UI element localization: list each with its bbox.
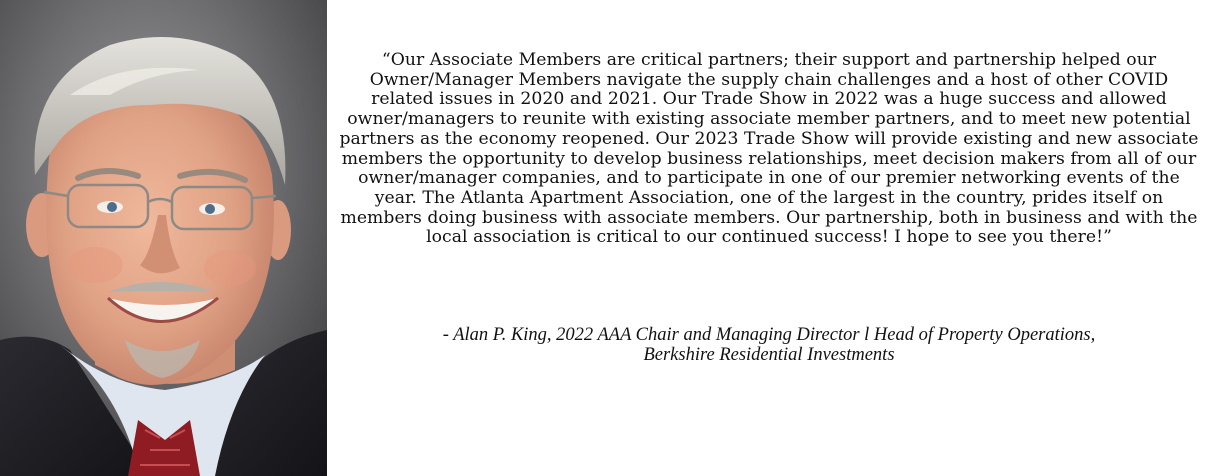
attribution-line-2: Berkshire Residential Investments	[643, 345, 895, 365]
quote-area	[327, 0, 1211, 476]
attribution-line-1: - Alan P. King, 2022 AAA Chair and Managing Director l Head of Property Operations,	[442, 325, 1096, 345]
portrait-photo	[0, 0, 327, 476]
testimonial-quote: “Our Associate Members are critical partners; their support and partnership helped our Owner/Manager Members navigate the supply chain challenges and a host of other COVID related issues in 2020 and 2021. Our Trade Show in 2022 was a huge success and allowed owner/managers to reunite with existing associate member partners, and to meet new potential partners as the economy reopened. Our 2023 Trade Show will provide existing and new associate members the opportunity to develop business relationships, meet decision makers from all of our owner/manager companies, and to participate in one of our premier networking events of the year. The Atlanta Apartment Association, one of the largest in the country, prides itself on members doing business with associate members. Our partnership, both in business and with the local association is critical to our continued success! I hope to see you there!”	[339, 50, 1199, 248]
quote-attribution	[337, 325, 1201, 365]
portrait-illustration	[0, 0, 327, 476]
